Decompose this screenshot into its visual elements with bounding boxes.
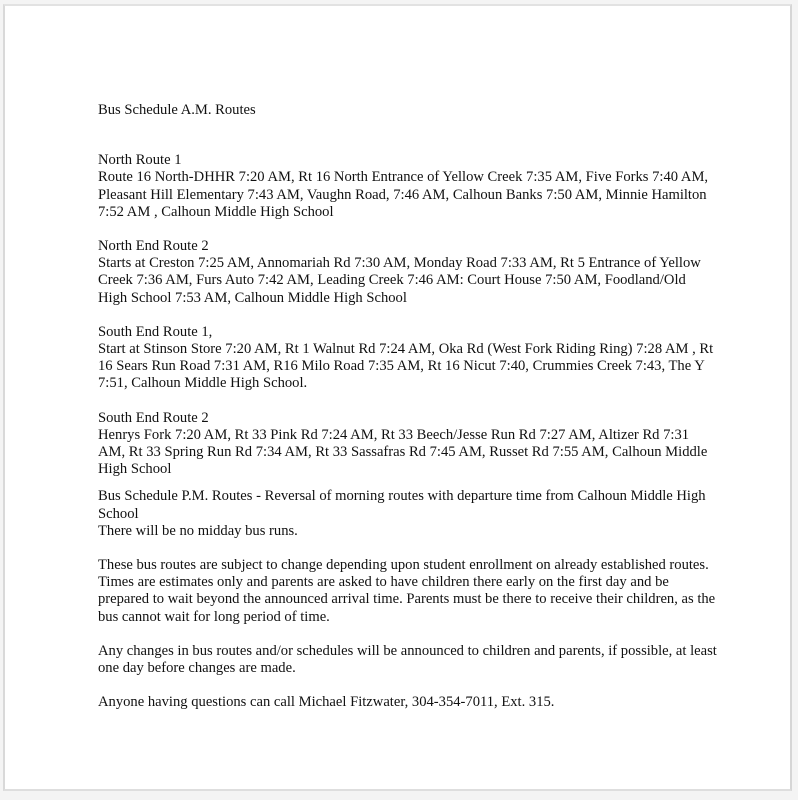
changes-paragraph: [98, 643, 718, 677]
route-name: North Route 1: [98, 152, 182, 169]
route-south-end-2: [98, 410, 718, 479]
route-stops: Route 16 North-DHHR 7:20 AM, Rt 16 North Entrance of Yellow Creek 7:35 AM, Five Forks 7:40 AM, Pleasant Hill Elementary 7:43 AM, Vaughn Road, 7:46 AM, Calhoun Banks 7:50 AM, Minnie Hamilton 7:52 AM , Calhoun Middle High School: [98, 169, 709, 220]
pm-routes-section: [98, 488, 718, 540]
route-north-1: [98, 152, 718, 221]
paragraph-text: Any changes in bus routes and/or schedules will be announced to children and parents, if possible, at least one day before changes are made.: [98, 642, 717, 677]
route-stops: Starts at Creston 7:25 AM, Annomariah Rd 7:30 AM, Monday Road 7:33 AM, Rt 5 Entrance of Yellow Creek 7:36 AM, Furs Auto 7:42 AM, Leading Creek 7:46 AM: Court House 7:50 AM, Foodland/Old High School 7:53 AM, Calhoun Middle High School: [98, 255, 701, 306]
document-body: [98, 102, 718, 728]
route-name: South End Route 2: [98, 409, 209, 426]
paragraph-text: Anyone having questions can call Michael Fitzwater, 304-354-7011, Ext. 315.: [98, 694, 555, 711]
route-name: North End Route 2: [98, 238, 209, 255]
route-name: South End Route 1,: [98, 323, 213, 340]
contact-paragraph: [98, 694, 718, 711]
notice-paragraph: [98, 557, 718, 626]
pm-heading: Bus Schedule P.M. Routes - Reversal of morning routes with departure time from Calhoun Middle High School: [98, 488, 706, 522]
route-stops: Start at Stinson Store 7:20 AM, Rt 1 Walnut Rd 7:24 AM, Oka Rd (West Fork Riding Ring) 7:28 AM , Rt 16 Sears Run Road 7:31 AM, R16 Milo Road 7:35 AM, Rt 16 Nicut 7:40, Crummies Creek 7:43, The Y 7:51, Calhoun Middle High School.: [98, 341, 714, 392]
paragraph-text: These bus routes are subject to change depending upon student enrollment on already established routes. Times are estimates only and parents are asked to have children there early on the first day and be prepared to wait beyond the announced arrival time. Parents must be there to receive their children, as the bus cannot wait for long period of time.: [98, 557, 716, 625]
midday-note: There will be no midday bus runs.: [98, 522, 298, 539]
route-stops: Henrys Fork 7:20 AM, Rt 33 Pink Rd 7:24 AM, Rt 33 Beech/Jesse Run Rd 7:27 AM, Altizer Rd 7:31 AM, Rt 33 Spring Run Rd 7:34 AM, Rt 33 Sassafras Rd 7:45 AM, Russet Rd 7:55 AM, Calhoun Middle High School: [98, 426, 708, 478]
route-north-end-2: [98, 238, 718, 307]
document-title: Bus Schedule A.M. Routes: [98, 102, 256, 118]
route-south-end-1: [98, 324, 718, 393]
document-page: [3, 4, 792, 791]
